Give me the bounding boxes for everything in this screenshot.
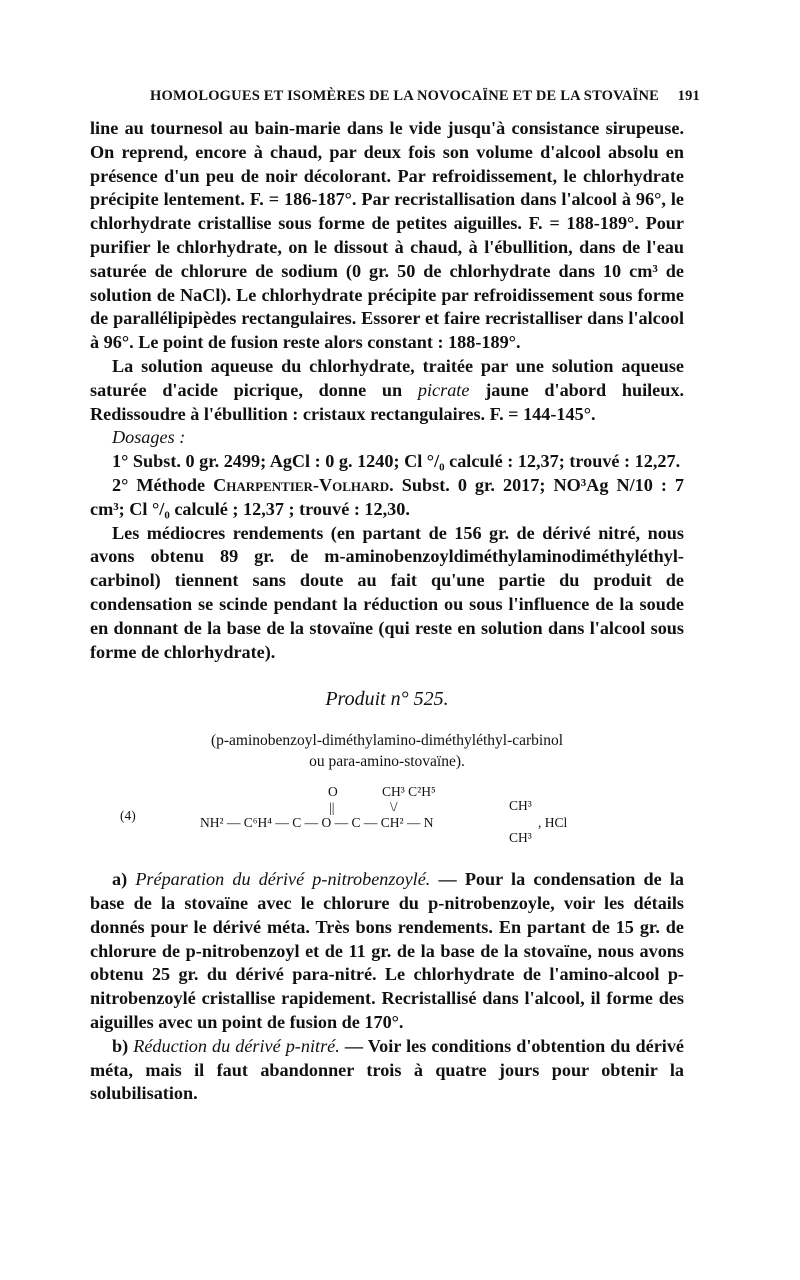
dosages-label: Dosages : — [112, 427, 186, 448]
formula-main-chain: NH² — C⁶H⁴ — C — O — C — CH² — N — [200, 815, 434, 831]
section-a-title: Préparation du dérivé p-nitrobenzoylé. — [135, 869, 431, 890]
formula-ch3-upper: CH³ — [509, 798, 532, 814]
picrate-text-a: La solution aqueuse du chlorhydrate, traitée par une solution aqueuse saturée d'acide picrique, donne un — [90, 355, 684, 400]
section-b-title: Réduction du dérivé p-nitré. — [133, 1035, 340, 1056]
page-number: 191 — [677, 88, 700, 104]
product-subtitle-2: ou para-amino-stovaïne). — [309, 753, 465, 771]
formula-double-bond: || — [329, 800, 335, 816]
formula-ch3-lower: CH³ — [509, 830, 532, 846]
dosage-2-method: 2° Méthode — [112, 474, 206, 495]
dosage-1: 1° Subst. 0 gr. 2499; AgCl : 0 g. 1240; Cl °/₀ calculé : 12,37; trouvé : 12,27. — [112, 451, 681, 472]
picrate-text-b: jaune d'abord huileux. Redissoudre à l'ébullition : cristaux rectangulaires. F. = 144-145°. — [90, 379, 685, 424]
formula-hcl: , HCl — [538, 815, 568, 831]
section-b — [90, 1035, 684, 1106]
section-a — [90, 868, 684, 1035]
product-subtitle-1: (p-aminobenzoyl-diméthylamino-diméthyléthyl-carbinol — [210, 732, 564, 750]
formula-ch3-c2h5: CH³ C²H⁵ — [382, 784, 436, 800]
formula-oxygen: O — [328, 784, 338, 800]
dosage-2-author: Charpentier-Volhard. — [213, 474, 394, 495]
paragraph-yields: Les médiocres rendements (en partant de 156 gr. de dérivé nitré, nous avons obtenu 89 gr. de m-aminobenzoyldiméthylaminodiméthyléthyl-carbinol) tiennent sans doute au fait qu'une partie du produit de condensation se scinde pendant la réduction ou sous l'influence de la soude en donnant de la base de la stovaïne (qui reste en solution dans l'alcool sous forme de chlorhydrate). — [90, 522, 684, 662]
paragraph-picrate — [90, 355, 684, 426]
section-b-text: — Voir les conditions d'obtention du dérivé méta, mais il faut abandonner trois à quatre jours pour obtenir la solubilisation. — [90, 1035, 684, 1104]
dosage-2-text: Subst. 0 gr. 2017; NO³Ag N/10 : 7 cm³; Cl °/₀ calculé ; 12,37 ; trouvé : 12,30. — [90, 474, 685, 519]
formula-vee: \/ — [390, 799, 398, 815]
formula-number: (4) — [120, 808, 136, 824]
section-a-label: a) — [112, 869, 128, 890]
header-title: HOMOLOGUES ET ISOMÈRES DE LA NOVOCAÏNE ET DE LA STOVAÏNE — [150, 88, 660, 104]
dosage-2 — [90, 474, 684, 522]
structural-formula — [90, 780, 684, 856]
section-b-label: b) — [112, 1035, 129, 1056]
paragraph-purification: line au tournesol au bain-marie dans le vide jusqu'à consistance sirupeuse. On reprend, encore à chaud, par deux fois son volume d'alcool absolu en présence d'un peu de noir décolorant. Par refroidissement, le chlorhydrate précipite lentement. F. = 186-187°. Par recristallisation dans l'alcool à 96°, le chlorhydrate cristallise sous forme de petites aiguilles. F. = 188-189°. Pour purifier le chlorhydrate, on le dissout à chaud, à l'ébullition, dans de l'eau saturée de chlorure de sodium (0 gr. 50 de chlorhydrate dans 10 cm³ de solution de NaCl). Le chlorhydrate précipite par refroidissement sous forme de parallélipipèdes rectangulaires. Essorer et faire recristalliser dans l'alcool à 96°. Le point de fusion reste alors constant : 188-189°. — [90, 118, 684, 353]
section-a-text: — Pour la condensation de la base de la stovaïne avec le chlorure du p-nitrobenzoyle, voir les détails donnés pour le dérivé méta. Très bons rendements. En partant de 15 gr. de chlorure de p-nitrobenzoyl et de 11 gr. de la base de la stovaïne, nous avons obtenu 25 gr. du dérivé para-nitré. Le chlorhydrate de l'amino-alcool p-nitrobenzoylé cristallise rapidement. Recristallisé dans l'alcool, il forme des aiguilles avec un point de fusion de 170°. — [90, 869, 685, 1032]
product-heading: Produit n° 525. — [325, 688, 449, 711]
page-body — [90, 117, 684, 1106]
picrate-word: picrate — [417, 379, 470, 400]
